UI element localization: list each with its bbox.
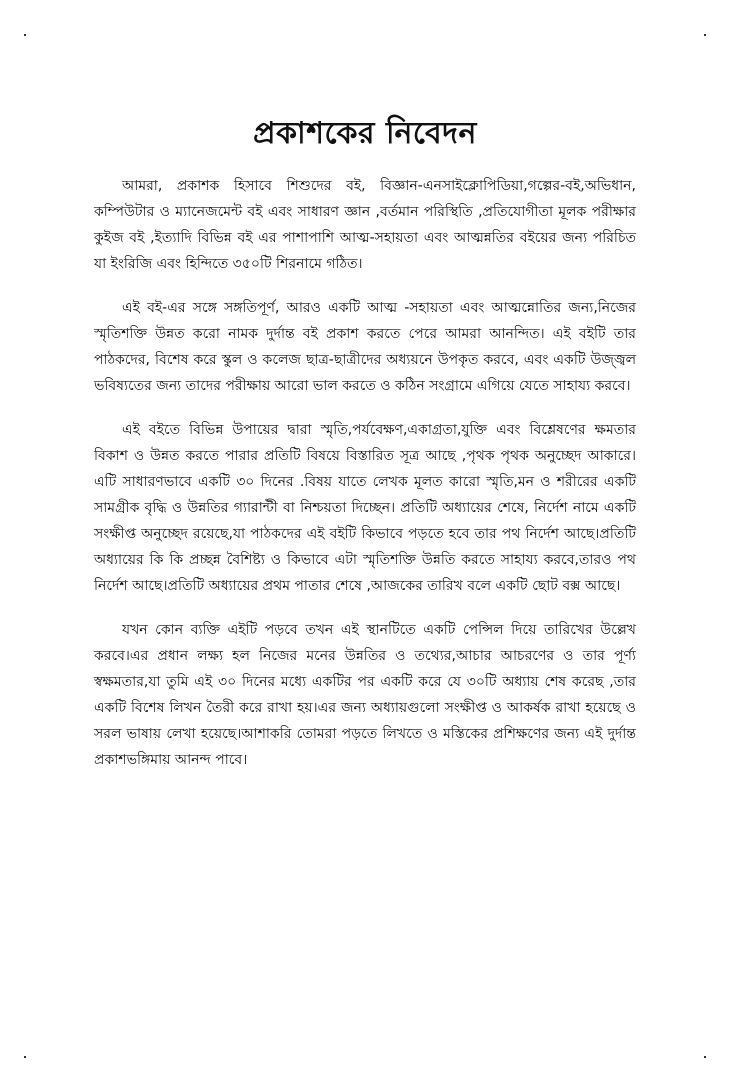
page-title: প্রকাশকের নিবেদন [253,116,477,152]
crop-mark-bottom-left [24,1056,26,1058]
paragraph-2: এই বই-এর সঙ্গে সঙ্গতিপূর্ণ, আরও একটি আত্ম -সহায়তা এবং আত্মন্নোতির জন্য,নিজের স্মৃতিশক্তি উন্নত করো নামক দুর্দান্ত বই প্রকাশ করতে পেরে আমরা আনন্দিত। এই বইটি তার পাঠকদের, বিশেষ করে স্কুল ও কলেজ ছাত্র-ছাত্রীদের অধ্যয়নে উপকৃত করবে, এবং একটি উজ্জ্বল ভবিষ্যতের জন্য তাদের পরীক্ষায় আরো ভাল করতে ও কঠিন সংগ্রামে এগিয়ে যেতে সাহায্য করবে। [94,300,636,394]
paragraph-4: যখন কোন ব্যক্তি এইটি পড়বে তখন এই স্থানটিতে একটি পেন্সিল দিয়ে তারিখের উল্লেখ করবে।এর প্রধান লক্ষ্য হল নিজের মনের উন্নতির ও তথ্যের,আচার আচরণের ও তার পূর্ণ্য স্বক্ষমতার,যা তুমি এই ৩০ দিনের মধ্যে একটির পর একটি করে যে ৩০টি অধ্যায় শেষ করেছ ,তার একটি বিশেষ লিখন তৈরী করে রাখা হয়।এর জন্য অধ্যায়গুলো সংক্ষীপ্ত ও আকর্ষক রাখা হয়েছে ও সরল ভাষায় লেখা হয়েছে।আশাকরি তোমরা পড়তে লিখতে ও মস্তিকের প্রশিক্ষণের জন্য এই দুর্দান্ত প্রকাশভঙ্গিমায় আনন্দ পাবে। [94,622,636,768]
crop-mark-bottom-right [704,1056,706,1058]
crop-mark-top-right [704,34,706,36]
paragraph-3: এই বইতে বিভিন্ন উপায়ের দ্বারা স্মৃতি,পর্যবেক্ষণ,একাগ্রতা,যুক্তি এবং বিশ্লেষণের ক্ষমতার বিকাশ ও উন্নত করতে পারার প্রতিটি বিষয়ে বিস্তারিত সূত্র আছে ,পৃথক পৃথক অনুচ্ছেদ আকারে। এটি সাধারণভাবে একটি ৩০ দিনের .বিষয় যাতে লেখক মূলত কারো স্মৃতি,মন ও শরীরের একটি সামগ্রীক বৃদ্ধি ও উন্নতির গ্যারান্টী বা নিশ্চয়তা দিচ্ছেন। প্রতিটি অধ্যায়ের শেষে, নির্দেশ নামে একটি সংক্ষীপ্ত অনুচ্ছেদ রয়েছে,যা পাঠকদের এই বইটি কিভাবে পড়তে হবে তার পথ নির্দেশ আছে।প্রতিটি অধ্যায়ের কি কি প্রচ্ছন্ন বৈশিষ্ট্য ও কিভাবে এটা স্মৃতিশক্তি উন্নতি করতে সাহায্য করবে,তারও পথ নির্দেশ আছে।প্রতিটি অধ্যায়ের প্রথম পাতার শেষে ,আজকের তারিখ বলে একটি ছোট বক্স আছে। [94,422,636,594]
document-body [94,173,636,791]
crop-mark-top-left [24,34,26,36]
paragraph-1: আমরা, প্রকাশক হিসাবে শিশুদের বই, বিজ্ঞান-এনসাইক্লোপিডিয়া,গল্পের-বই,অভিধান, কম্পিউটার ও ম্যানেজমেন্ট বই এবং সাধারণ জ্ঞান ,বর্তমান পরিস্থিতি ,প্রতিযোগীতা মূলক পরীক্ষার কুইজ বই ,ইত্যাদি বিভিন্ন বই এর পাশাপাশি আত্ম-সহায়তা এবং আত্মন্নতির বইয়ের জন্য পরিচিত যা ইংরিজি এবং হিন্দিতে ৩৫০টি শিরনামে গঠিত। [94,178,636,272]
